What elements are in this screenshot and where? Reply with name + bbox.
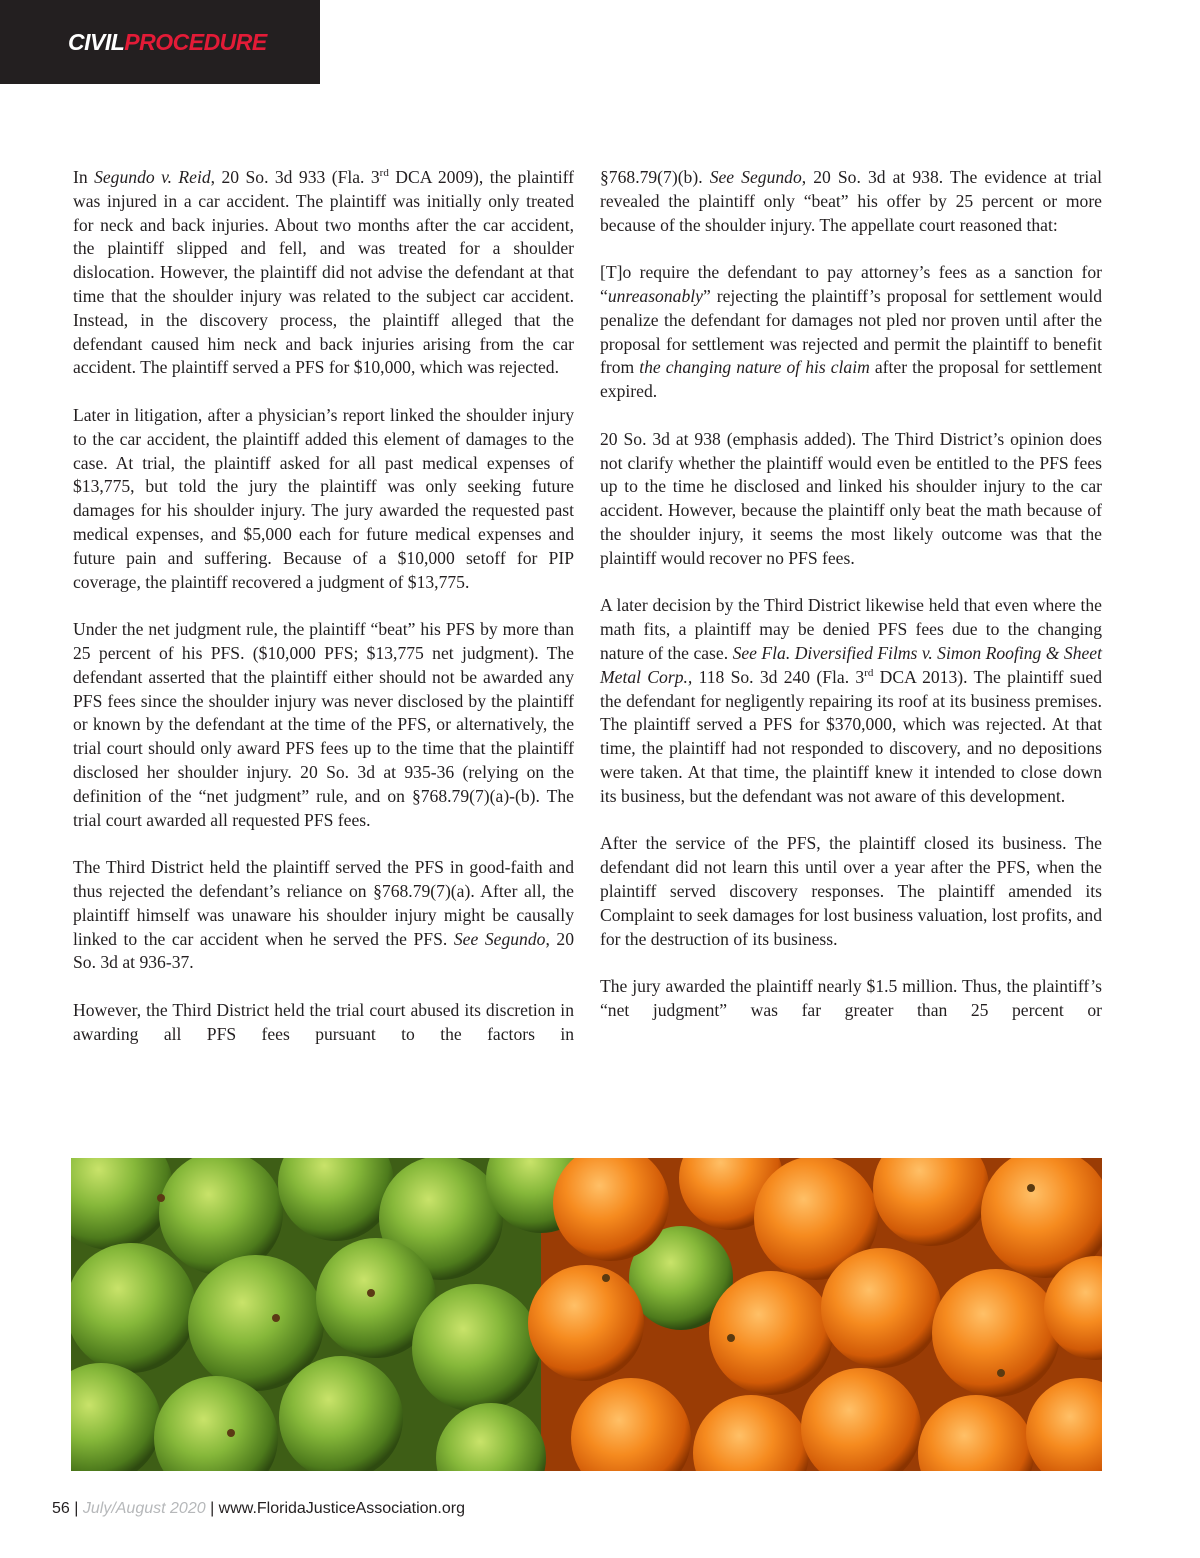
page-number: 56	[52, 1500, 70, 1517]
block-quote: [T]o require the defendant to pay attorney’s fees as a sanction for “unreasonably” rejecting the plaintiff’s proposal for settlement would penalize the defendant for damages not pled nor proven until after the proposal for settlement was rejected and permit the plaintiff to benefit from the changing nature of his claim after the proposal for settlement expired.	[600, 262, 1102, 402]
issue-date: July/August 2020	[82, 1500, 206, 1517]
paragraph: In Segundo v. Reid, 20 So. 3d 933 (Fla. 3rd DCA 2009), the plaintiff was injured in a car accident. The plaintiff was initially only treated for neck and back injuries. About two months after the car accident, the plaintiff slipped and fell, and was treated for a shoulder dislocation. However, the plaintiff did not advise the defendant at that time that the shoulder injury was related to the subject car accident. Instead, in the discovery process, the plaintiff alleged that the defendant caused him neck and back injuries arising from the car accident. The plaintiff served a PFS for $10,000, which was rejected.	[73, 167, 574, 378]
apples-and-oranges-photo	[71, 1158, 1102, 1471]
article-column-right	[600, 166, 1102, 1046]
page-footer	[52, 1500, 465, 1518]
website-link[interactable]: www.FloridaJusticeAssociation.org	[218, 1500, 465, 1517]
article-column-left	[73, 166, 574, 1070]
paragraph: After the service of the PFS, the plaintiff closed its business. The defendant did not learn this until over a year after the PFS, when the plaintiff served discovery responses. The plaintiff amended its Complaint to seek damages for lost business valuation, lost profits, and for the destruction of its business.	[600, 833, 1102, 949]
paragraph: 20 So. 3d at 938 (emphasis added). The Third District’s opinion does not clarify whether the plaintiff would even be entitled to the PFS fees up to the time he disclosed and linked his shoulder injury to the car accident. However, because the plaintiff only beat the math because of the shoulder injury, it seems the most likely outcome was that the plaintiff would recover no PFS fees.	[600, 428, 1102, 568]
paragraph: A later decision by the Third District likewise held that even where the math fits, a plaintiff may be denied PFS fees due to the changing nature of the case. See Fla. Diversified Films v. Simon Roofing & Sheet Metal Corp., 118 So. 3d 240 (Fla. 3rd DCA 2013). The plaintiff sued the defendant for negligently repairing its roof at its business premises. The plaintiff served a PFS for $370,000, which was rejected. At that time, the plaintiff had not responded to discovery, and no depositions were taken. At that time, the plaintiff knew it intended to close down its business, but the defendant was not aware of this development.	[600, 595, 1102, 806]
section-header-bar	[0, 0, 320, 84]
fruit-illustration	[71, 1158, 1102, 1471]
paragraph: However, the Third District held the trial court abused its discretion in awarding all PFS fees pursuant to the factors in	[73, 999, 574, 1044]
paragraph: The jury awarded the plaintiff nearly $1.5 million. Thus, the plaintiff’s “net judgment” was far greater than 25 percent or	[600, 976, 1102, 1020]
paragraph: Under the net judgment rule, the plaintiff “beat” his PFS by more than 25 percent of his PFS. ($10,000 PFS; $13,775 net judgment). The defendant asserted that the plaintiff either should not be awarded any PFS fees since the shoulder injury was never disclosed by the plaintiff or known by the defendant at the time of the PFS, or alternatively, the trial court should only award PFS fees up to the time that the plaintiff disclosed her shoulder injury. 20 So. 3d at 935-36 (relying on the definition of the “net judgment” rule, and on §768.79(7)(a)-(b). The trial court awarded all requested PFS fees.	[73, 619, 574, 830]
paragraph: §768.79(7)(b). See Segundo, 20 So. 3d at 938. The evidence at trial revealed the plaintiff only “beat” his offer by 25 percent or more because of the shoulder injury. The appellate court reasoned that:	[600, 167, 1103, 235]
section-title: CIVILPROCEDURE	[68, 29, 267, 55]
footer-separator: |	[210, 1500, 215, 1517]
paragraph: The Third District held the plaintiff served the PFS in good-faith and thus rejected the defendant’s reliance on §768.79(7)(a). After all, the plaintiff himself was unaware his shoulder injury might be causally linked to the car accident when he served the PFS. See Segundo, 20 So. 3d at 936-37.	[73, 857, 575, 973]
footer-separator: |	[74, 1500, 79, 1517]
paragraph: Later in litigation, after a physician’s report linked the shoulder injury to the car accident, the plaintiff added this element of damages to the case. At trial, the plaintiff asked for all past medical expenses of $13,775, but told the jury the plaintiff was only seeking future damages for his shoulder injury. The jury awarded the requested past medical expenses, and $5,000 each for future medical expenses and future pain and suffering. Because of a $10,000 setoff for PIP coverage, the plaintiff recovered a judgment of $13,775.	[73, 404, 574, 592]
